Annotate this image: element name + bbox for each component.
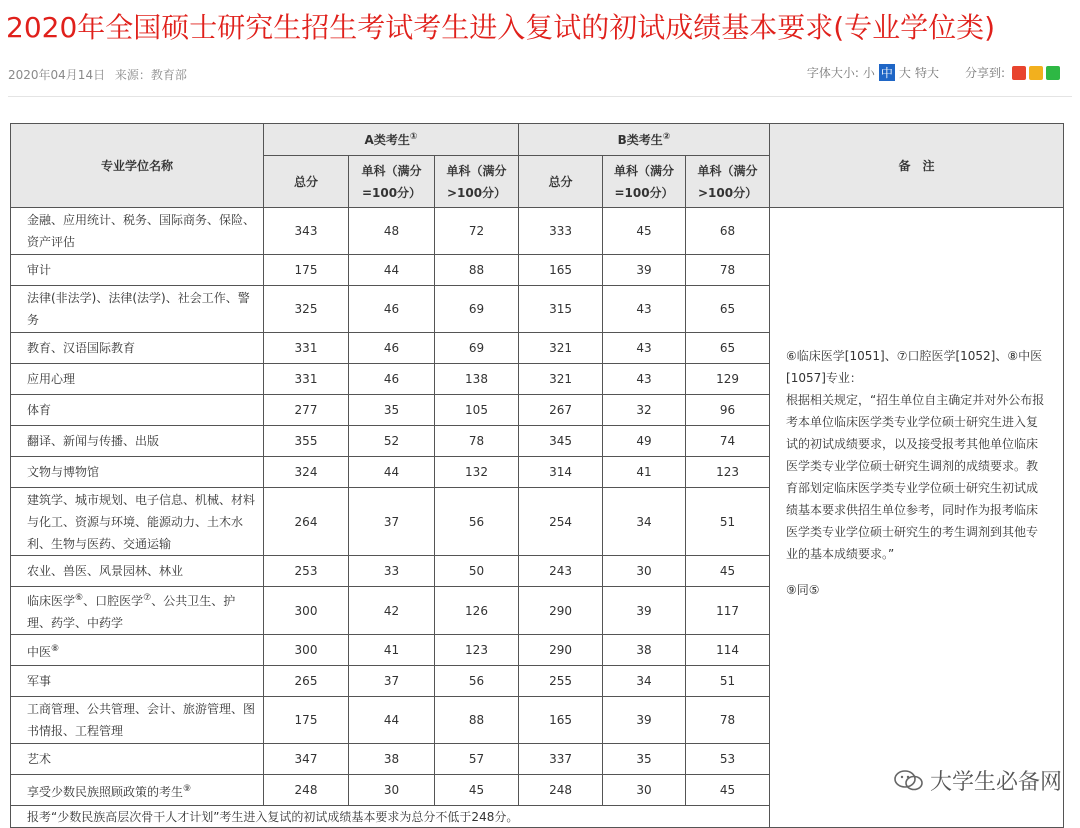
row-name: 工商管理、公共管理、会计、旅游管理、图书情报、工程管理 [11, 697, 264, 744]
cell-a-total: 248 [264, 775, 349, 806]
cell-b-total: 290 [519, 635, 603, 666]
font-size-label: 字体大小: [806, 66, 859, 80]
cell-b-single-100: 39 [603, 587, 686, 635]
font-size-xlarge[interactable]: 特大 [914, 66, 939, 80]
cell-b-single-gt100: 65 [686, 333, 770, 364]
row-name: 军事 [11, 666, 264, 697]
cell-b-single-gt100: 129 [686, 364, 770, 395]
cell-a-total: 300 [264, 587, 349, 635]
cell-a-single-100: 33 [349, 556, 435, 587]
cell-a-single-100: 37 [349, 488, 435, 556]
cell-b-total: 337 [519, 744, 603, 775]
cell-b-single-gt100: 78 [686, 255, 770, 286]
cell-a-single-100: 46 [349, 333, 435, 364]
cell-b-single-gt100: 96 [686, 395, 770, 426]
cell-a-single-gt100: 88 [435, 697, 519, 744]
cell-b-single-100: 45 [603, 208, 686, 255]
page-title: 2020年全国硕士研究生招生考试考生进入复试的初试成绩基本要求(专业学位类) [6, 11, 996, 44]
cell-b-total: 165 [519, 255, 603, 286]
qzone-share-icon[interactable] [1029, 66, 1043, 80]
row-name: 金融、应用统计、税务、国际商务、保险、资产评估 [11, 208, 264, 255]
cell-a-total: 355 [264, 426, 349, 457]
row-name: 艺术 [11, 744, 264, 775]
header-b-single-gt100: 单科（满分>100分） [686, 156, 770, 208]
cell-a-single-gt100: 132 [435, 457, 519, 488]
cell-a-total: 264 [264, 488, 349, 556]
cell-b-single-100: 32 [603, 395, 686, 426]
cell-a-single-gt100: 105 [435, 395, 519, 426]
font-size-medium[interactable]: 中 [880, 66, 893, 80]
cell-b-total: 243 [519, 556, 603, 587]
header-b-single-100: 单科（满分=100分） [603, 156, 686, 208]
cell-b-total: 248 [519, 775, 603, 806]
cell-b-total: 321 [519, 333, 603, 364]
cell-b-single-gt100: 117 [686, 587, 770, 635]
cell-a-single-100: 48 [349, 208, 435, 255]
cell-a-single-100: 38 [349, 744, 435, 775]
article-meta [8, 66, 193, 83]
row-name: 应用心理 [11, 364, 264, 395]
watermark-text: 大学生必备网 [929, 770, 1062, 795]
table-row [11, 208, 1064, 255]
cell-b-single-gt100: 65 [686, 286, 770, 333]
cell-a-single-gt100: 57 [435, 744, 519, 775]
row-name: 教育、汉语国际教育 [11, 333, 264, 364]
cell-b-total: 314 [519, 457, 603, 488]
cell-b-total: 290 [519, 587, 603, 635]
cell-a-single-100: 30 [349, 775, 435, 806]
cell-a-total: 277 [264, 395, 349, 426]
row-name: 享受少数民族照顾政策的考生⑨ [11, 775, 264, 806]
cell-a-single-gt100: 69 [435, 286, 519, 333]
cell-a-single-100: 46 [349, 364, 435, 395]
cell-a-total: 331 [264, 364, 349, 395]
cell-b-single-gt100: 45 [686, 556, 770, 587]
score-table [10, 123, 1064, 828]
cell-b-single-gt100: 123 [686, 457, 770, 488]
row-name: 农业、兽医、风景园林、林业 [11, 556, 264, 587]
cell-a-single-100: 41 [349, 635, 435, 666]
publish-date: 2020年04月14日 [8, 68, 106, 82]
header-a-single-100: 单科（满分=100分） [349, 156, 435, 208]
cell-a-single-gt100: 123 [435, 635, 519, 666]
cell-b-total: 333 [519, 208, 603, 255]
cell-a-single-100: 44 [349, 457, 435, 488]
cell-b-single-gt100: 114 [686, 635, 770, 666]
cell-a-total: 343 [264, 208, 349, 255]
header-name: 专业学位名称 [11, 124, 264, 208]
cell-b-single-gt100: 78 [686, 697, 770, 744]
cell-a-single-gt100: 88 [435, 255, 519, 286]
cell-a-single-100: 42 [349, 587, 435, 635]
cell-b-total: 254 [519, 488, 603, 556]
share-label: 分享到: [964, 66, 1005, 80]
cell-b-total: 321 [519, 364, 603, 395]
cell-b-single-100: 39 [603, 255, 686, 286]
cell-a-total: 300 [264, 635, 349, 666]
row-name: 中医⑧ [11, 635, 264, 666]
cell-a-single-100: 44 [349, 255, 435, 286]
cell-a-total: 175 [264, 697, 349, 744]
cell-a-total: 324 [264, 457, 349, 488]
header-b-total: 总分 [519, 156, 603, 208]
cell-a-total: 265 [264, 666, 349, 697]
font-size-small[interactable]: 小 [862, 66, 875, 80]
cell-b-single-100: 35 [603, 744, 686, 775]
cell-b-single-100: 30 [603, 775, 686, 806]
watermark [894, 765, 1062, 796]
row-name: 法律(非法学)、法律(法学)、社会工作、警务 [11, 286, 264, 333]
cell-a-single-gt100: 69 [435, 333, 519, 364]
remark-line: ⑥临床医学[1051]、⑦口腔医学[1052]、⑧中医[1057]专业： [786, 348, 1043, 385]
header-group-a: A类考生① [264, 124, 519, 156]
row-name: 审计 [11, 255, 264, 286]
cell-b-single-100: 38 [603, 635, 686, 666]
cell-a-single-100: 46 [349, 286, 435, 333]
row-name: 文物与博物馆 [11, 457, 264, 488]
cell-b-single-100: 30 [603, 556, 686, 587]
cell-a-total: 331 [264, 333, 349, 364]
toolbar [807, 64, 1060, 81]
row-name: 体育 [11, 395, 264, 426]
cell-b-single-100: 43 [603, 364, 686, 395]
cell-a-total: 325 [264, 286, 349, 333]
cell-b-total: 315 [519, 286, 603, 333]
cell-b-total: 345 [519, 426, 603, 457]
cell-a-single-gt100: 126 [435, 587, 519, 635]
remark-line: ⑨同⑤ [786, 582, 820, 597]
remark-cell [770, 208, 1064, 828]
cell-b-single-gt100: 68 [686, 208, 770, 255]
cell-a-single-gt100: 56 [435, 666, 519, 697]
cell-a-single-100: 35 [349, 395, 435, 426]
cell-b-total: 165 [519, 697, 603, 744]
article-source: 来源：教育部 [114, 68, 187, 82]
wechat-share-icon[interactable] [1046, 66, 1060, 80]
footer-note: 报考“少数民族高层次骨干人才计划”考生进入复试的初试成绩基本要求为总分不低于248分。 [11, 806, 770, 828]
cell-a-single-gt100: 72 [435, 208, 519, 255]
cell-b-single-100: 43 [603, 333, 686, 364]
cell-a-single-gt100: 138 [435, 364, 519, 395]
cell-a-single-gt100: 56 [435, 488, 519, 556]
cell-b-single-gt100: 45 [686, 775, 770, 806]
cell-b-single-100: 39 [603, 697, 686, 744]
cell-b-single-gt100: 51 [686, 488, 770, 556]
row-name: 建筑学、城市规划、电子信息、机械、材料与化工、资源与环境、能源动力、土木水利、生物与医药、交通运输 [11, 488, 264, 556]
cell-b-single-gt100: 74 [686, 426, 770, 457]
cell-b-single-gt100: 51 [686, 666, 770, 697]
cell-b-single-gt100: 53 [686, 744, 770, 775]
cell-a-single-100: 44 [349, 697, 435, 744]
cell-a-single-gt100: 50 [435, 556, 519, 587]
cell-b-total: 267 [519, 395, 603, 426]
cell-b-single-100: 34 [603, 666, 686, 697]
header-a-total: 总分 [264, 156, 349, 208]
table-body [11, 208, 1064, 828]
cell-a-single-gt100: 78 [435, 426, 519, 457]
header-remark: 备 注 [770, 124, 1064, 208]
cell-a-single-100: 37 [349, 666, 435, 697]
font-size-large[interactable]: 大 [898, 66, 911, 80]
row-name: 临床医学⑥、口腔医学⑦、公共卫生、护理、药学、中药学 [11, 587, 264, 635]
cell-a-single-gt100: 45 [435, 775, 519, 806]
cell-b-single-100: 49 [603, 426, 686, 457]
cell-b-single-100: 43 [603, 286, 686, 333]
divider [8, 96, 1072, 97]
cell-b-single-100: 34 [603, 488, 686, 556]
header-a-single-gt100: 单科（满分>100分） [435, 156, 519, 208]
wechat-icon [894, 769, 924, 793]
header-group-b: B类考生② [519, 124, 770, 156]
cell-a-total: 175 [264, 255, 349, 286]
row-name: 翻译、新闻与传播、出版 [11, 426, 264, 457]
remark-line: 根据相关规定，“招生单位自主确定并对外公布报考本单位临床医学类专业学位硕士研究生进入复试的初试成绩要求，以及接受报考其他单位临床医学类专业学位硕士研究生调剂的成绩要求。教育部划定临床医学类专业学位硕士研究生初试成绩基本要求供招生单位参考，同时作为报考临床医学类专业学位硕士研究生的考生调剂到其他专业的基本成绩要求。” [786, 392, 1045, 561]
cell-a-total: 347 [264, 744, 349, 775]
cell-a-single-100: 52 [349, 426, 435, 457]
cell-b-total: 255 [519, 666, 603, 697]
weibo-share-icon[interactable] [1012, 66, 1026, 80]
cell-a-total: 253 [264, 556, 349, 587]
cell-b-single-100: 41 [603, 457, 686, 488]
